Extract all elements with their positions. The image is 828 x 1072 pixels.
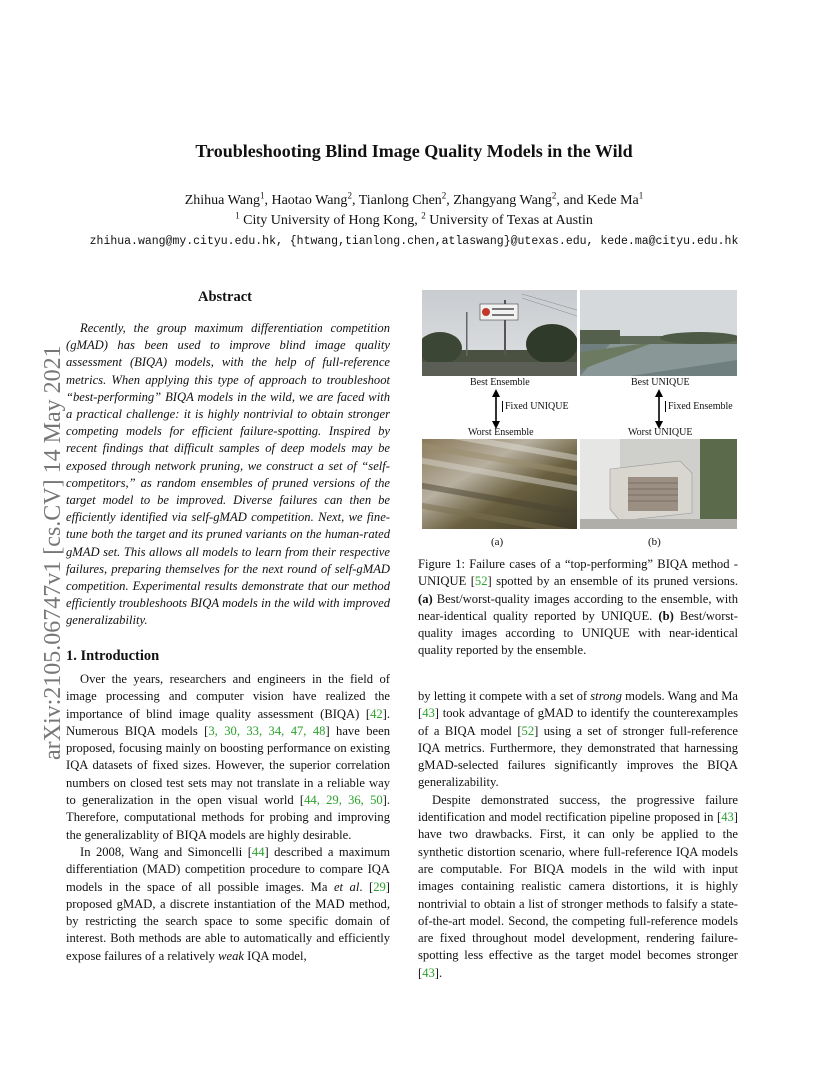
caption-label-a: (a) <box>418 591 433 606</box>
author-affiliation-mark: 2 <box>551 190 557 201</box>
citation-link[interactable]: 43 <box>422 706 435 721</box>
author-affiliation-mark: 2 <box>347 190 352 201</box>
citation-link[interactable]: 43 <box>721 810 734 825</box>
worst-ensemble-image <box>422 439 577 529</box>
affiliations: $^1$ City University of Hong Kong, $^2$ University of Texas at Austin <box>235 210 593 228</box>
abstract-text: Recently, the group maximum differentiation competition (gMAD) has been used to improve blind image quality assessment (BIQA) models, with the help of full-reference metrics. When applying this type of approach to troubleshoot “best-performing” BIQA models in the wild, we are faced with a practical challenge: it is highly nontrivial to obtain stronger competing models for efficient failure-spotting. Inspired by recent findings that difficult samples of deep models may be exposed through network pruning, we construct a set of “self-competitors,” as random ensembles of pruned versions of the target model to be improved. Diverse failures can then be efficiently identified via self-gMAD competition. Next, we fine-tune both the target and its pruned variants on the human-rated gMAD set. This allows all models to learn from their respective failures, preparing themselves for the next round of self-gMAD competition. Experimental results demonstrate that our method efficiently troubleshoots BIQA models in the wild with improved generalizability. <box>66 321 390 628</box>
citation-link[interactable]: 52 <box>474 574 488 589</box>
author-name: Haotao Wang <box>271 193 348 208</box>
caption-text: ] spotted by an ensemble of its pruned versions. <box>487 574 738 589</box>
label-best-ensemble: Best Ensemble <box>470 377 530 388</box>
citation-link[interactable]: 43 <box>422 965 435 980</box>
double-arrow-icon <box>491 389 501 429</box>
abstract-heading: Abstract <box>198 289 252 305</box>
author-affiliation-mark: 2 <box>441 190 447 201</box>
double-arrow-icon <box>654 389 664 429</box>
affiliation: University of Texas at Austin <box>429 213 593 228</box>
paragraph: Despite demonstrated success, the progressive failure identification and model rectification pipeline proposed in [43] have two drawbacks. First, it can only be applied to the synthetic distortion scenario, where full-reference IQA models are computable. For BIQA models in the wild with input images containing realistic camera distortions, it is highly nontrivial to obtain a list of stronger methods to falsify a state-of-the-art model. Second, the competing full-reference models are fixed throughout model development, rendering failure-spotting less effective as the target model becomes stronger [43]. <box>418 792 738 980</box>
intro-left-column <box>66 671 390 965</box>
intro-right-column <box>418 688 738 982</box>
citation-link[interactable]: 29 <box>373 879 386 894</box>
author-name: Tianlong Chen <box>358 193 442 208</box>
paragraph: Over the years, researchers and engineers in the field of image processing and computer vision have realized the importance of blind image quality assessment (BIQA) [42]. Numerous BIQA models [3, 30, 33, 34, 47, 48] have been proposed, focusing mainly on boosting performance on existing IQA datasets of fixed sizes. However, the superior correlation numbers on closed test sets may not translate in a reliable way to generalization in the open visual world [44, 29, 36, 50]. Therefore, computational methods for probing and improving the generalizablity of BIQA models are highly desirable. <box>66 672 391 842</box>
figure-caption <box>418 556 738 660</box>
paragraph: by letting it compete with a set of strong models. Wang and Ma [43] took advantage of gMAD to identify the counterexamples of a BIQA model [52] using a set of stronger full-reference IQA metrics. Furthermore, they demonstrated that harnessing gMAD-selected failures significantly improves the BIQA generalizability. <box>418 689 738 790</box>
subfigure-label-a: (a) <box>491 536 504 548</box>
caption-text: Best/worst-quality images according to the ensemble, with near-identical quality reported by UNIQUE. <box>418 591 738 623</box>
arxiv-stamp <box>20 270 66 760</box>
label-worst-unique: Worst UNIQUE <box>628 427 693 438</box>
citation-link[interactable]: 44, 29, 36, 50 <box>304 793 383 808</box>
section-heading: 1. Introduction <box>66 648 160 664</box>
citation-link[interactable]: 42 <box>370 706 383 721</box>
label-best-unique: Best UNIQUE <box>631 377 690 388</box>
author-name: Zhihua Wang <box>184 193 260 208</box>
worst-unique-image <box>580 439 737 529</box>
author-affiliation-mark: 1 <box>638 190 644 201</box>
subfigure-label-b: (b) <box>648 536 661 548</box>
best-unique-image <box>580 290 737 376</box>
author-name: Zhangyang Wang <box>453 193 552 208</box>
citation-link[interactable]: 52 <box>521 723 535 738</box>
caption-label-b: (b) <box>658 608 674 623</box>
author-affiliation-mark: 1 <box>259 190 265 201</box>
affiliation: City University of Hong Kong <box>243 213 415 228</box>
label-fixed-unique: Fixed UNIQUE <box>502 401 569 412</box>
affiliation-mark: 1 <box>235 210 240 221</box>
author-name: Kede Ma <box>587 193 639 208</box>
figure-1 <box>418 288 740 550</box>
label-worst-ensemble: Worst Ensemble <box>468 427 534 438</box>
paragraph: In 2008, Wang and Simoncelli [44] described a maximum differentiation (MAD) competition procedure to compare IQA models in the space of all possible images. Ma et al. [29] proposed gMAD, a discrete instantiation of the MAD method, by restricting the search space to some specific domain of interest. Both methods are able to automatically and efficiently expose failures of a relatively weak IQA model, <box>66 844 390 963</box>
citation-link[interactable]: 44 <box>251 844 265 859</box>
best-ensemble-image <box>422 290 577 376</box>
citation-link[interactable]: 3, 30, 33, 34, 47, 48 <box>208 723 326 738</box>
author-list: Zhihua Wang$^1$, Haotao Wang$^2$, Tianlong Chen$^2$, Zhangyang Wang$^2$, and Kede Ma$^1$ <box>184 190 644 208</box>
caption-text: Figure 1: Failure cases of a “top-performing” BIQA method - UNIQUE [ <box>418 557 738 589</box>
arxiv-id: arXiv:2105.06747v1 [cs.CV] 14 May 2021 <box>40 345 66 760</box>
label-fixed-ensemble: Fixed Ensemble <box>665 401 733 412</box>
caption-text: Best/worst-quality images according to UNIQUE with near-identical quality reported by the ensemble. <box>418 608 738 658</box>
paper-title: Troubleshooting Blind Image Quality Models in the Wild <box>195 141 633 161</box>
affiliation-mark: 2 <box>421 210 426 221</box>
author-emails: zhihua.wang@my.cityu.edu.hk, {htwang,tianlong.chen,atlaswang}@utexas.edu, kede.ma@cityu.edu.hk <box>89 235 739 248</box>
